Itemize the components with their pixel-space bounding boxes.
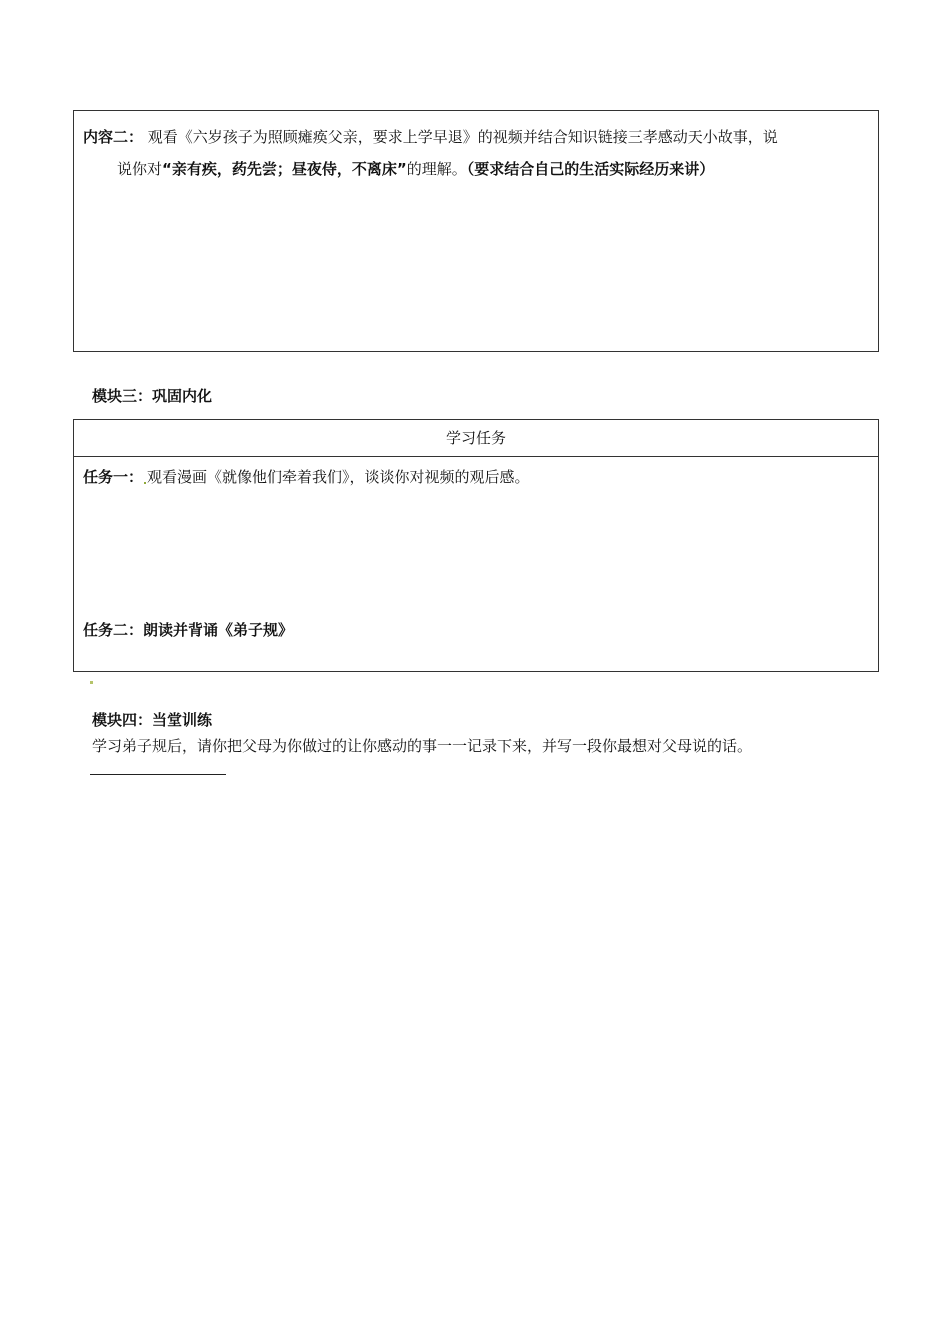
task-two: 任务二：朗读并背诵《弟子规》 — [83, 621, 294, 639]
learning-task-table — [73, 419, 879, 672]
task-one — [83, 466, 530, 487]
content-two-label: 内容二： — [83, 128, 144, 146]
practice-text: 学习弟子规后，请你把父母为你做过的让你感动的事一一记录下来，并写一段你最想对父母说的话。 — [92, 737, 753, 755]
content-two-line2-mid: 的理解。 — [406, 160, 467, 178]
marker-dot-icon — [90, 681, 93, 684]
module-four-heading: 模块四：当堂训练 — [92, 711, 213, 729]
content-two-line2-start: 说你对 — [117, 160, 163, 178]
module-three-heading: 模块三：巩固内化 — [92, 387, 213, 405]
content-two-requirement: （要求结合自己的生活实际经历来讲） — [466, 160, 715, 178]
content-two-intro: 观看《六岁孩子为照顾瘫痪父亲，要求上学早退》的视频并结合知识链接三孝感动天小故事，说 — [147, 128, 778, 146]
marker-dot-icon — [144, 482, 146, 484]
content-two-line-2 — [83, 153, 866, 185]
content-two-line-1 — [83, 121, 866, 153]
learning-task-header: 学习任务 — [74, 420, 878, 457]
answer-underline[interactable] — [90, 774, 226, 775]
task-one-colon: ： — [128, 468, 144, 486]
task-one-text: 观看漫画《就像他们牵着我们》，谈谈你对视频的观后感。 — [147, 468, 530, 486]
content-two-quote: “亲有疾，药先尝；昼夜侍，不离床” — [162, 160, 407, 178]
content-two-box — [73, 110, 879, 352]
task-one-label: 任务一 — [83, 468, 129, 486]
